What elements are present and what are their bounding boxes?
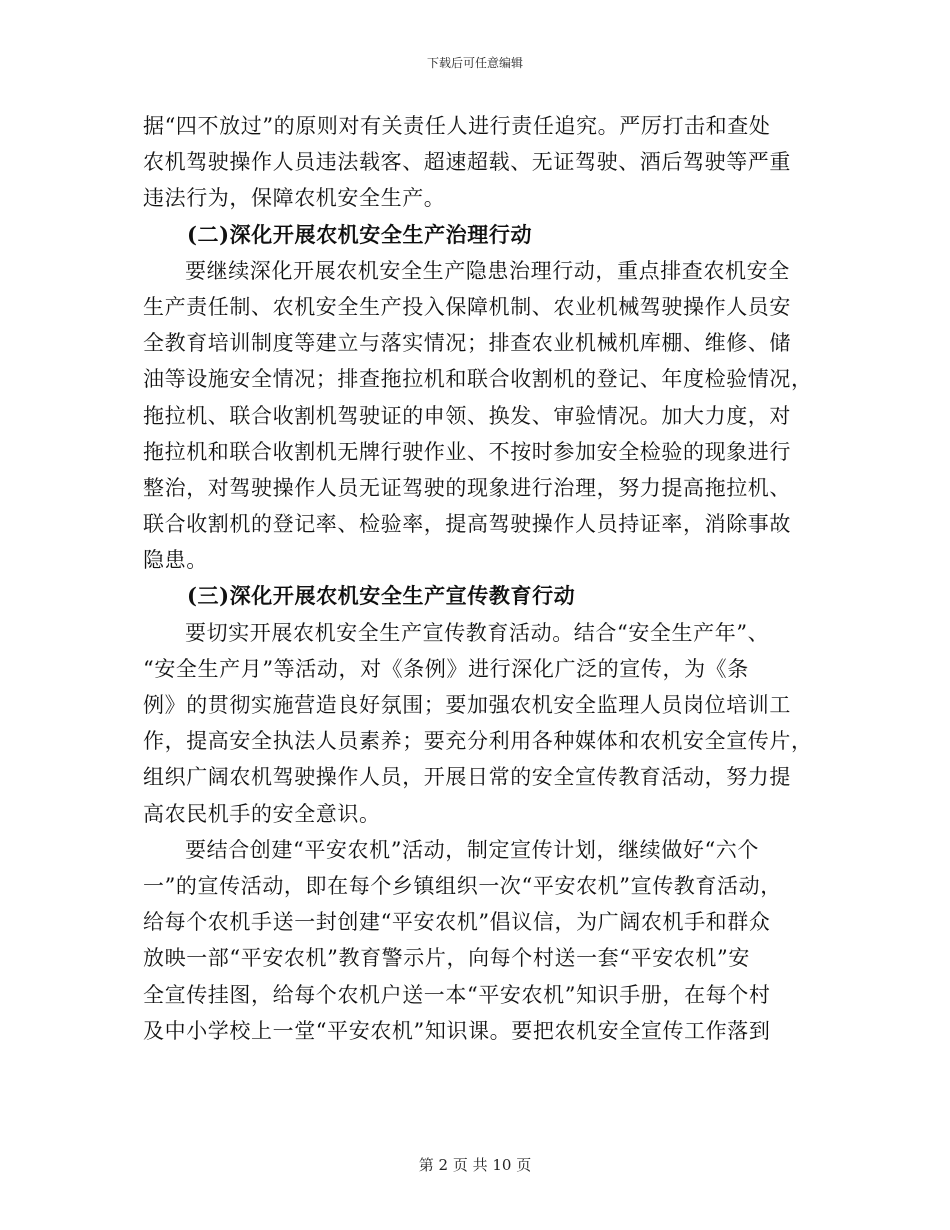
text-line: 联合收割机的登记率、检验率，提高驾驶操作人员持证率，消除事故 (143, 512, 791, 537)
text-line: 整治，对驾驶操作人员无证驾驶的现象进行治理，努力提高拖拉机、 (143, 475, 791, 500)
text-line: “安全生产月”等活动，对《条例》进行深化广泛的宣传，为《条 (143, 656, 749, 681)
text-line: 给每个农机手送一封创建“平安农机”倡议信，为广阔农机手和群众 (143, 910, 771, 935)
text-line: 农机驾驶操作人员违法载客、超速超载、无证驾驶、酒后驾驶等严重 (143, 150, 791, 175)
text-line: 违法行为，保障农机安全生产。 (143, 186, 446, 211)
text-line: 油等设施安全情况；排查拖拉机和联合收割机的登记、年度检验情况， (143, 367, 813, 392)
text-line: 生产责任制、农机安全生产投入保障机制、农业机械驾驶操作人员安 (143, 294, 791, 319)
text-line: 要切实开展农机安全生产宣传教育活动。结合“安全生产年”、 (185, 620, 770, 645)
text-line: 组织广阔农机驾驶操作人员，开展日常的安全宣传教育活动，努力提 (143, 765, 791, 790)
text-line: 据“四不放过”的原则对有关责任人进行责任追究。严厉打击和查处 (143, 114, 771, 138)
text-line: 拖拉机和联合收割机无牌行驶作业、不按时参加安全检验的现象进行 (143, 439, 791, 464)
text-line: 全宣传挂图，给每个农机户送一本“平安农机”知识手册，在每个村 (143, 982, 771, 1007)
page-footer: 第 2 页 共 10 页 (418, 1156, 532, 1174)
text-line: 隐患。 (143, 548, 208, 573)
page-header: 下载后可任意编辑 (426, 56, 523, 70)
text-line: 例》的贯彻实施营造良好氛围；要加强农机安全监理人员岗位培训工 (143, 693, 791, 717)
text-line: 全教育培训制度等建立与落实情况；排查农业机械机库棚、维修、储 (143, 331, 791, 356)
document-body (143, 108, 813, 1049)
text-line: 及中小学校上一堂“平安农机”知识课。要把农机安全宣传工作落到 (143, 1018, 771, 1043)
text-line: 高农民机手的安全意识。 (143, 801, 381, 826)
section-heading: (二)深化开展农机安全生产治理行动 (187, 221, 533, 247)
text-line: 拖拉机、联合收割机驾驶证的申领、换发、审验情况。加大力度，对 (143, 403, 791, 428)
text-line: 要继续深化开展农机安全生产隐患治理行动，重点排查农机安全 (185, 258, 790, 283)
section-heading: (三)深化开展农机安全生产宣传教育行动 (187, 583, 576, 609)
text-line: 作，提高安全执法人员素养；要充分利用各种媒体和农机安全宣传片， (143, 729, 813, 754)
text-line: 放映一部“平安农机”教育警示片，向每个村送一套“平安农机”安 (143, 946, 750, 971)
text-line: 一”的宣传活动，即在每个乡镇组织一次“平安农机”宣传教育活动， (143, 873, 782, 898)
text-line: 要结合创建“平安农机”活动，制定宣传计划，继续做好“六个 (185, 837, 760, 862)
